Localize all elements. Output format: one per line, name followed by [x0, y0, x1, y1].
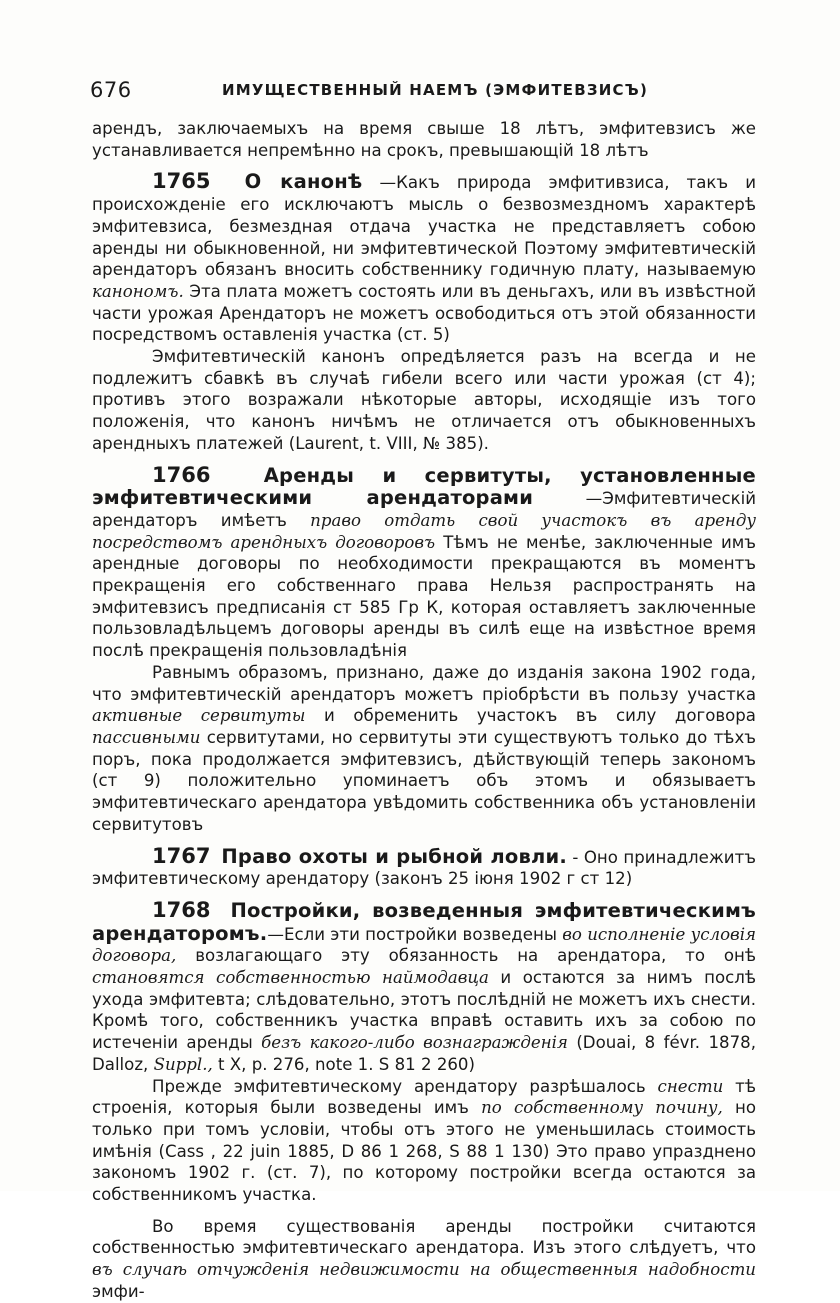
paragraph: Равнымъ образомъ, признано, даже до изданія закона 1902 года, что эмфитевтическій арендаторъ можетъ пріобрѣсти въ пользу участка активные сервитуты и обременить участокъ въ силу договора пассивными сервитутами, но сервитуты эти существуютъ только до тѣхъ поръ, пока продолжается эмфитевзисъ, дѣйствующій теперь закономъ (ст 9) положительно упоминаетъ объ этомъ и обязываетъ эмфитевтическаго арендатора увѣдомить собственника объ установленіи сервитутовъ — [92, 662, 756, 834]
italic-term: канономъ. — [92, 281, 184, 301]
article-number: 1766 — [152, 462, 211, 487]
italic-term: по собственному почину, — [481, 1098, 723, 1118]
paragraph: Во время существованія аренды постройки считаются собственностью эмфитевтическаго арендатора. Изъ этого слѣдуетъ, что въ случаѣ отчужденія недвижимости на общественныя надобности эмфи- — [92, 1216, 756, 1301]
article-title: О канонѣ — [244, 170, 363, 194]
paragraph: Прежде эмфитевтическому арендатору разрѣшалось снести тѣ строенія, которыя были возведены имъ по собственному почину, но только при томъ условіи, чтобы отъ этого не уменьшилась стоимость имѣнія (Cass , 22 juin 1885, D 86 1 268, S 88 1 130) Это право упразднено закономъ 1902 г. (ст. 7), по которому постройки всегда остаются за собственникомъ участка. — [92, 1076, 757, 1205]
italic-term: пассивными — [92, 727, 201, 747]
article-title: Аренды и сервитуты, установленные эмфитевтическими арендаторами — [92, 463, 756, 510]
page-header — [90, 78, 750, 106]
italic-term: Suppl., — [153, 1054, 213, 1074]
article-number: 1765 — [152, 169, 211, 194]
italic-term: право отдать свой участокъ въ аренду посредствомъ арендныхъ договоровъ — [92, 510, 756, 552]
continued-paragraph: арендъ, заключаемыхъ на время свыше 18 лѣтъ, эмфитевзисъ же устанавливается непремѣнно на срокъ, превышающій 18 лѣтъ — [92, 119, 756, 160]
italic-term: въ случаѣ отчужденія недвижимости на общественныя надобности — [92, 1260, 756, 1280]
paragraph: Эмфитевтическій канонъ опредѣляется разъ на всегда и не подлежитъ сбавкѣ въ случаѣ гибели всего или части урожая (ст 4); противъ этого возражали нѣкоторые авторы, исходящіе изъ того положенія, что канонъ ничѣмъ не отличается отъ обыкновенныхъ арендныхъ платежей (Laurent, t. VIII, № 385). — [92, 347, 756, 453]
article-title: Постройки, возведенныя эмфитевтическимъ арендаторомъ. — [92, 898, 756, 945]
article-number: 1767 — [152, 843, 211, 868]
article-title: Право охоты и рыбной ловли. — [221, 844, 567, 868]
article-1766: 1766 Аренды и сервитуты, установленные эмфитевтическими арендаторами —Эмфитевтическій арендаторъ имѣетъ право отдать свой участокъ въ аренду посредствомъ арендныхъ договоровъ Тѣмъ не менѣе, заключенные имъ арендные договоры по необходимости прекращаются въ моментъ прекращенія его собственнаго права Нельзя распространять на эмфитевзисъ предписанія ст 585 Гр К, которая оставляетъ заключенные пользовладѣльцемъ договоры аренды въ силѣ еще на извѣстное время послѣ прекращенія пользовладѣнія — [92, 462, 757, 661]
running-title: ИМУЩЕСТВЕННЫЙ НАЕМЪ (ЭМФИТЕВЗИСЪ) — [221, 81, 649, 99]
article-1767: 1767 Право охоты и рыбной ловли. - Оно принадлежитъ эмфитевтическому арендатору (законъ 25 іюня 1902 г ст 12) — [92, 843, 756, 889]
italic-term: безъ какого-либо вознагражденія — [261, 1033, 568, 1053]
article-number: 1768 — [152, 897, 211, 922]
page-number: 676 — [90, 78, 132, 102]
italic-term: активные сервитуты — [92, 706, 306, 726]
page-body — [92, 118, 756, 1303]
italic-term: снести — [657, 1076, 724, 1096]
article-1765: 1765 О канонѣ —Какъ природа эмфитивзиса, такъ и происхожденіе его исключаютъ мысль о безвозмездномъ характерѣ эмфитевзиса, безмездная отдача участка не представляетъ собою аренды ни обыкновенной, ни эмфитевтической Поэтому эмфитевтическій арендаторъ обязанъ вносить собственнику годичную плату, называемую канономъ. Эта плата можетъ состоять или въ деньгахъ, или въ извѣстной части урожая Арендаторъ не можетъ освободиться отъ этой обязанности посредствомъ оставленія участка (ст. 5) — [92, 169, 756, 345]
article-1768: 1768 Постройки, возведенныя эмфитевтическимъ арендаторомъ.—Если эти постройки возведены во исполненіе условія договора, возлагающаго эту обязанность на арендатора, то онѣ становятся собственностью наймодавца и остаются за нимъ послѣ ухода эмфитевта; слѣдовательно, этотъ послѣдній не можетъ ихъ снести. Кромѣ того, собственникъ участка вправѣ оставить ихъ за собою по истеченіи аренды безъ какого-либо вознагражденія (Douai, 8 févr. 1878, Dalloz, Suppl., t X, p. 276, note 1. S 81 2 260) — [92, 897, 757, 1074]
italic-term: становятся собственностью наймодавца — [92, 968, 489, 988]
italic-term: во исполненіе условія договора, — [92, 924, 757, 966]
